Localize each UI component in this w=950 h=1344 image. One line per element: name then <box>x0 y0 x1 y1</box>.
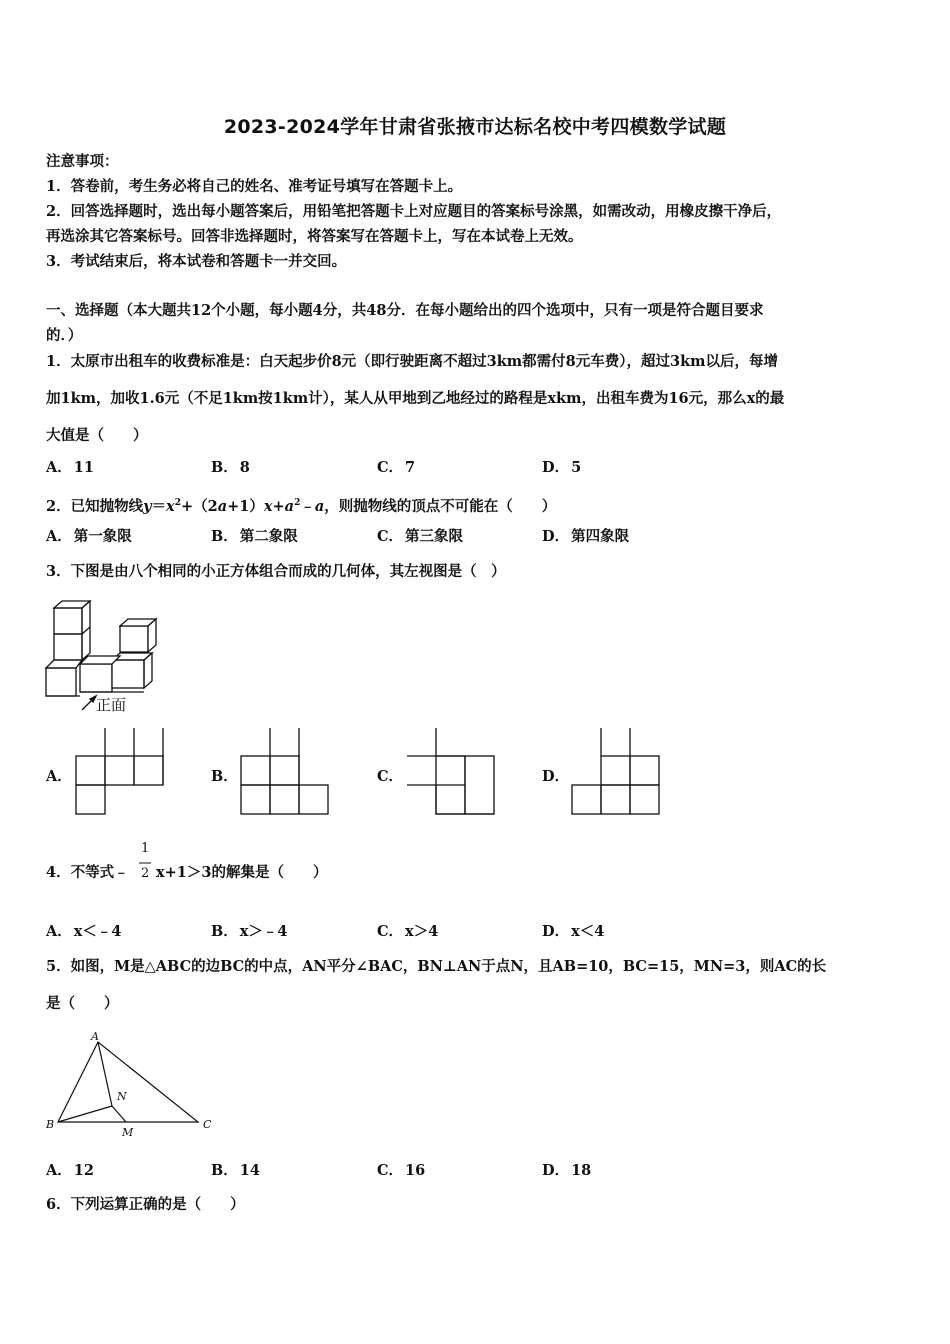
option-text: x＜4 <box>571 923 605 940</box>
q3-option-c-view <box>405 727 497 817</box>
section-heading-1: 一、选择题（本大题共12个小题，每小题4分，共48分．在每小题给出的四个选项中，只有一项是符合题目要求 <box>46 302 764 319</box>
q5-option-a <box>46 1161 94 1181</box>
q1-option-a <box>46 458 94 478</box>
q2-minus: ﹣ <box>300 498 315 515</box>
q1-option-d <box>542 458 581 478</box>
option-label: A． <box>46 528 72 545</box>
q4-fraction-bar <box>139 862 153 864</box>
notice-item-2-cont: 再选涂其它答案标号。回答非选择题时，将答案写在答题卡上，写在本试卷上无效。 <box>46 228 583 245</box>
option-label: A． <box>46 459 72 476</box>
q6-stem: 6．下列运算正确的是（ ） <box>46 1196 245 1213</box>
q5-point-m: M <box>122 1126 134 1139</box>
q2-var-a: a <box>217 498 228 515</box>
q5-option-d <box>542 1161 591 1181</box>
option-label: A． <box>46 923 72 940</box>
option-text: 14 <box>239 1162 260 1179</box>
option-label: D． <box>542 528 570 545</box>
option-label: B． <box>211 459 238 476</box>
q2-option-a <box>46 527 132 547</box>
q1-line-2: 加1km，加收1.6元（不足1km按1km计），某人从甲地到乙地经过的路程是xkm，出租车费为16元，那么x的最 <box>46 390 785 407</box>
q2-option-b <box>211 527 298 547</box>
q2-term: +（2 <box>180 498 218 515</box>
option-label: D． <box>542 923 570 940</box>
option-label: D． <box>542 1162 570 1179</box>
option-label: B． <box>211 1162 238 1179</box>
option-text: 第一象限 <box>73 528 132 545</box>
q3-stem: 3．下图是由八个相同的小正方体组合而成的几何体，其左视图是（ ） <box>46 563 506 580</box>
q3-option-b-view <box>239 727 331 817</box>
q2-suffix: ，则抛物线的顶点不可能在（ ） <box>324 498 557 515</box>
q5-point-c: C <box>203 1118 212 1131</box>
q4-option-d <box>542 922 604 942</box>
option-label: C． <box>377 459 404 476</box>
q2-var-a-2: a <box>284 498 295 515</box>
q5-line-2: 是（ ） <box>46 995 119 1012</box>
q2-prefix: 2．已知抛物线 <box>46 498 144 515</box>
q2-equals: ＝ <box>151 498 167 515</box>
q4-option-a <box>46 922 122 942</box>
q2-var-y: y <box>143 498 152 515</box>
q3-front-label: 正面 <box>96 696 127 714</box>
option-text: 7 <box>405 459 416 476</box>
q2-exponent: 2 <box>174 498 181 508</box>
q3-option-a-label: A． <box>46 768 72 785</box>
q2-stem <box>46 493 906 517</box>
option-text: 11 <box>73 459 94 476</box>
q2-option-c <box>377 527 463 547</box>
option-text: 第三象限 <box>405 528 464 545</box>
q2-var-x-2: x <box>263 498 273 515</box>
option-text: 12 <box>73 1162 94 1179</box>
q2-option-d <box>542 527 629 547</box>
notice-heading: 注意事项： <box>46 153 119 170</box>
option-text: 16 <box>405 1162 426 1179</box>
q3-option-b-label: B． <box>211 768 238 785</box>
q4-fraction-numerator: 1 <box>141 841 150 856</box>
q5-point-a: A <box>91 1030 99 1043</box>
option-label: D． <box>542 459 570 476</box>
option-text: 第四象限 <box>571 528 630 545</box>
notice-item-3: 3．考试结束后，将本试卷和答题卡一并交回。 <box>46 253 347 270</box>
q2-var-x: x <box>166 498 175 515</box>
q3-option-d-label: D． <box>542 768 570 785</box>
option-text: 8 <box>239 459 250 476</box>
notice-item-1: 1．答卷前，考生务必将自己的姓名、准考证号填写在答题卡上。 <box>46 178 463 195</box>
option-label: B． <box>211 528 238 545</box>
q2-term-2: +1） <box>227 498 264 515</box>
q3-option-a-view <box>74 727 166 817</box>
option-text: 5 <box>571 459 582 476</box>
q1-option-b <box>211 458 250 478</box>
q2-plus: + <box>272 498 285 515</box>
option-label: C． <box>377 528 404 545</box>
q5-line-1: 5．如图，M是△ABC的边BC的中点，AN平分∠BAC，BN⊥AN于点N，且AB=10，BC=15，MN=3，则AC的长 <box>46 958 827 975</box>
q5-option-b <box>211 1161 260 1181</box>
q4-prefix: 4．不等式﹣ <box>46 864 129 881</box>
q4-option-b <box>211 922 288 942</box>
q4-option-c <box>377 922 438 942</box>
q1-line-3: 大值是（ ） <box>46 427 148 444</box>
option-text: 第二象限 <box>239 528 298 545</box>
page-title: 2023-2024学年甘肃省张掖市达标名校中考四模数学试题 <box>223 116 727 138</box>
option-text: x＞4 <box>405 923 439 940</box>
notice-item-2: 2．回答选择题时，选出每小题答案后，用铅笔把答题卡上对应题目的答案标号涂黑，如需改动，用橡皮擦干净后， <box>46 203 782 220</box>
q2-exponent-2: 2 <box>294 498 301 508</box>
q1-option-c <box>377 458 415 478</box>
q2-var-a-3: a <box>314 498 325 515</box>
q5-point-n: N <box>117 1090 127 1103</box>
option-label: B． <box>211 923 238 940</box>
q3-option-c-label: C． <box>377 768 404 785</box>
option-label: A． <box>46 1162 72 1179</box>
q3-option-d-view <box>570 727 662 817</box>
q5-option-c <box>377 1161 425 1181</box>
q1-line-1: 1．太原市出租车的收费标准是：白天起步价8元（即行驶距离不超过3km都需付8元车费），超过3km以后，每增 <box>46 353 778 370</box>
q5-point-b: B <box>46 1118 55 1131</box>
q4-fraction-denominator: 2 <box>141 866 150 881</box>
option-label: C． <box>377 923 404 940</box>
option-label: C． <box>377 1162 404 1179</box>
option-text: x＜﹣4 <box>73 923 122 940</box>
option-text: 18 <box>571 1162 592 1179</box>
q4-suffix: x+1＞3的解集是（ ） <box>156 864 328 881</box>
option-text: x＞﹣4 <box>239 923 288 940</box>
section-heading-2: 的．） <box>46 327 83 344</box>
